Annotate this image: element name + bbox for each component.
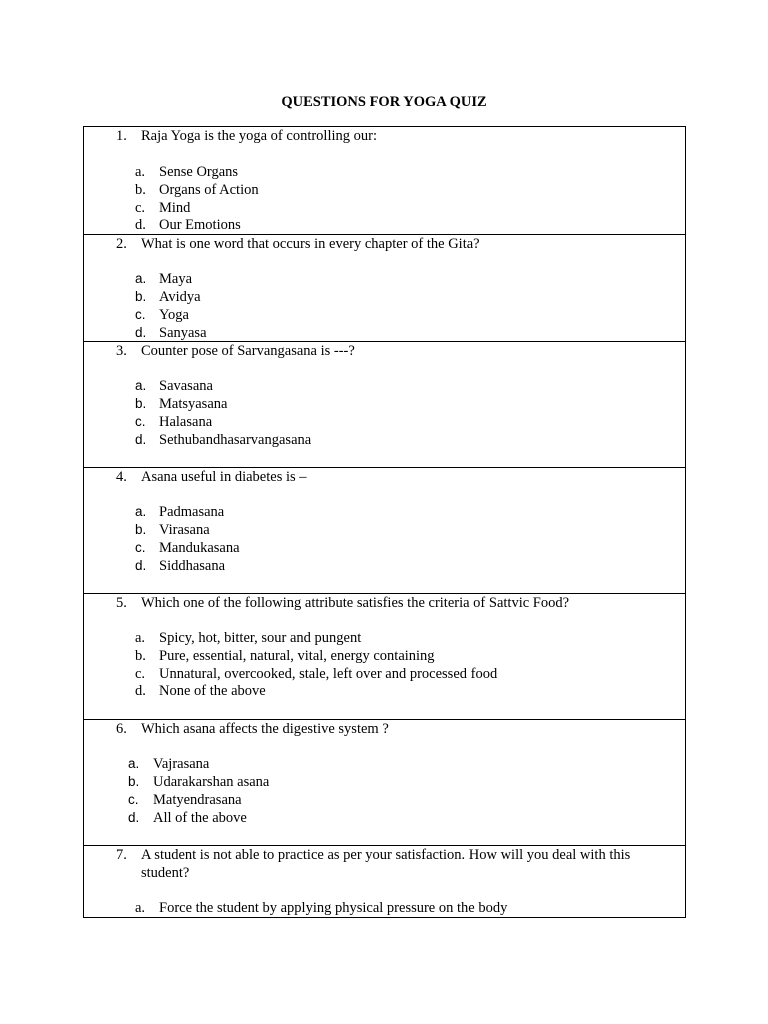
answer-option [128,809,247,827]
answer-option [135,629,361,647]
option-text: Unnatural, overcooked, stale, left over and processed food [159,666,498,682]
option-text: Avidya [159,289,201,305]
question-number: 3. [116,343,127,359]
option-text: Pure, essential, natural, vital, energy containing [159,648,435,664]
question-row [84,342,686,468]
question-row [84,127,686,235]
option-text: Sense Organs [159,164,239,180]
option-text: Mind [159,200,191,216]
question-number: 6. [116,721,127,737]
question-number: 1. [116,128,127,144]
question-number: 4. [116,469,127,485]
question-text: Asana useful in diabetes is – [141,469,307,485]
question-number: 5. [116,595,127,611]
option-letter: a. [135,378,147,393]
question-stem [116,468,661,486]
option-text: Force the student by applying physical pressure on the body [159,900,508,916]
answer-option [128,773,269,791]
option-letter: a. [135,900,146,916]
option-text: Sethubandhasarvangasana [159,432,312,448]
option-text: Vajrasana [153,756,210,772]
option-text: Spicy, hot, bitter, sour and pungent [159,630,362,646]
question-stem [116,594,661,612]
answer-option [128,791,242,809]
answer-option [135,288,201,306]
option-letter: b. [135,182,146,198]
question-row [84,235,686,342]
option-text: Savasana [159,378,213,394]
option-letter: a. [135,630,146,646]
option-letter: a. [135,504,147,519]
option-text: Maya [159,271,193,287]
question-stem [116,127,661,145]
question-row [84,846,686,918]
option-letter: b. [135,522,147,537]
question-row [84,468,686,594]
option-letter: d. [135,217,146,233]
option-text: All of the above [153,810,247,826]
answer-option [135,395,227,413]
answer-option [135,899,507,917]
option-text: Padmasana [159,504,225,520]
page-title: QUESTIONS FOR YOGA QUIZ [281,94,487,110]
answer-option [135,324,207,342]
option-text: Virasana [159,522,210,538]
option-text: Organs of Action [159,182,259,198]
question-text: Raja Yoga is the yoga of controlling our: [141,128,378,144]
answer-option [135,557,225,575]
option-text: Siddhasana [159,558,226,574]
answer-option [135,270,192,288]
answer-option [135,647,435,665]
answer-option [135,413,212,431]
option-letter: c. [128,792,139,807]
question-number: 2. [116,236,127,252]
option-text: Matsyasana [159,396,228,412]
option-letter: d. [135,432,147,447]
option-letter: c. [135,307,146,322]
question-stem [116,720,661,738]
question-text: Counter pose of Sarvangasana is ---? [141,343,355,359]
quiz-table [83,126,686,918]
option-letter: d. [128,810,140,825]
answer-option [135,431,311,449]
question-row [84,594,686,720]
option-text: Udarakarshan asana [153,774,270,790]
answer-option [135,682,266,700]
answer-option [135,665,497,683]
answer-option [135,163,238,181]
answer-option [135,306,189,324]
answer-option [128,755,209,773]
answer-option [135,503,224,521]
question-text: Which one of the following attribute satisfies the criteria of Sattvic Food? [141,595,570,611]
question-row [84,720,686,846]
answer-option [135,181,259,199]
option-letter: a. [128,756,140,771]
question-text: Which asana affects the digestive system ? [141,721,389,737]
question-text: A student is not able to practice as per your satisfaction. How will you deal with this student? [141,847,631,881]
option-letter: d. [135,558,147,573]
option-text: Halasana [159,414,213,430]
option-text: None of the above [159,683,266,699]
option-letter: b. [128,774,140,789]
option-text: Our Emotions [159,217,241,233]
answer-option [135,199,190,217]
answer-option [135,377,213,395]
answer-option [135,521,210,539]
option-text: Mandukasana [159,540,240,556]
option-letter: c. [135,414,146,429]
option-letter: c. [135,540,146,555]
question-stem [116,846,661,882]
option-letter: c. [135,666,146,682]
option-text: Sanyasa [159,325,207,341]
option-letter: c. [135,200,146,216]
option-letter: b. [135,289,147,304]
option-letter: b. [135,648,146,664]
question-number: 7. [116,847,127,863]
option-letter: a. [135,164,146,180]
answer-option [135,216,241,234]
option-text: Yoga [159,307,189,323]
answer-option [135,539,240,557]
question-text: What is one word that occurs in every chapter of the Gita? [141,236,480,252]
question-stem [116,235,661,253]
option-letter: d. [135,683,146,699]
option-letter: b. [135,396,147,411]
option-letter: a. [135,271,147,286]
question-stem [116,342,661,360]
option-text: Matyendrasana [153,792,242,808]
option-letter: d. [135,325,147,340]
